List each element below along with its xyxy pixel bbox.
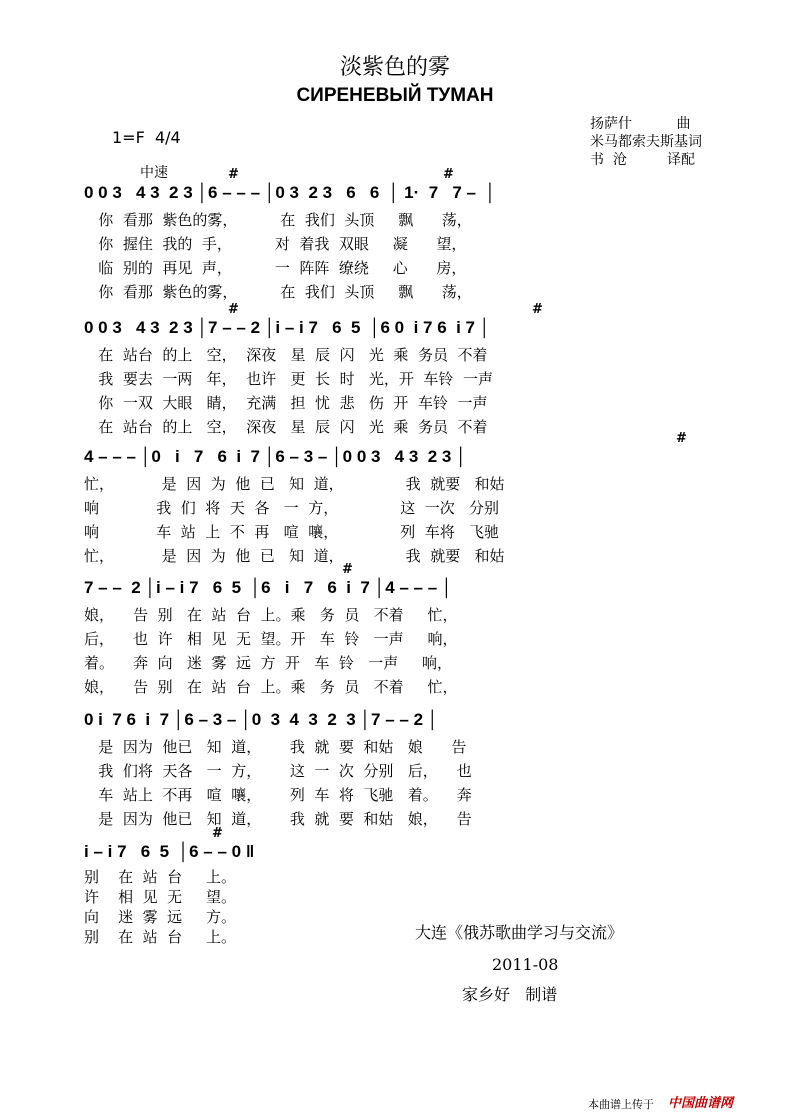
footer-source: 大连《俄苏歌曲学习与交流》: [415, 923, 624, 942]
lyric-verse-3: 临 别的 再见 声， 一 阵阵 缭绕 心 房，: [84, 259, 467, 277]
lyric-verse-2: 我 们将 天各 一 方， 这 一 次 分别 后， 也: [84, 762, 472, 780]
sharp-sign: #: [228, 302, 239, 317]
sharp-sign: #: [676, 431, 687, 446]
upload-note: 本曲谱上传于: [588, 1098, 654, 1111]
notation-row-6: i – i 7 6 5 │6 – – 0 ‖: [84, 842, 255, 861]
lyric-verse-3: 向 迷 雾 远 方。: [84, 908, 236, 926]
lyric-verse-1: 娘， 告 别 在 站 台 上。乘 务 员 不着 忙，: [84, 606, 458, 624]
lyric-verse-2: 后， 也 许 相 见 无 望。开 车 铃 一声 响，: [84, 630, 458, 648]
notation-row-3: 4 – – – │0 i 7 6 i 7 │6 – 3 – │0 0 3 4 3 2 3 │: [84, 447, 467, 466]
lyric-verse-1: 你 看那 紫色的雾， 在 我们 头顶 飘 荡，: [84, 211, 472, 229]
lyric-verse-4: 你 看那 紫色的雾， 在 我们 头顶 飘 荡，: [84, 283, 472, 301]
lyric-verse-4: 娘， 告 别 在 站 台 上。乘 务 员 不着 忙，: [84, 678, 458, 696]
notation-row-2: 0 0 3 4 3 2 3 │7 – – 2 │i – i 7 6 5 │6 0 i 7 6 i 7 │: [84, 318, 491, 337]
lyric-verse-1: 是 因为 他已 知 道， 我 就 要 和姑 娘 告: [84, 738, 467, 756]
lyric-verse-4: 在 站台 的上 空， 深夜 星 辰 闪 光 乘 务员 不着: [84, 418, 488, 436]
lyric-verse-2: 我 要去 一两 年， 也许 更 长 时 光，开 车铃 一声: [84, 370, 493, 388]
sharp-sign: #: [342, 562, 353, 577]
sharp-sign: #: [532, 302, 543, 317]
title-chinese: 淡紫色的雾: [339, 55, 450, 80]
notation-row-1: 0 0 3 4 3 2 3 │6 – – – │0 3 2 3 6 6 │ 1· 7 7 – │: [84, 183, 497, 202]
lyric-verse-1: 在 站台 的上 空， 深夜 星 辰 闪 光 乘 务员 不着: [84, 346, 488, 364]
lyric-verse-3: 你 一双 大眼 睛， 充满 担 忧 悲 伤 开 车铃 一声: [84, 394, 488, 412]
footer-maker: 家乡好 制谱: [462, 985, 558, 1004]
credit-translator: 书 沧 译配: [590, 152, 695, 168]
lyric-verse-4: 是 因为 他已 知 道， 我 就 要 和姑 娘， 告: [84, 810, 472, 828]
lyric-verse-4: 别 在 站 台 上。: [84, 928, 236, 946]
lyric-verse-1: 忙， 是 因 为 他 已 知 道， 我 就要 和姑: [84, 475, 505, 493]
notation-row-4: 7 – – 2 │i – i 7 6 5 │6 i 7 6 i 7 │4 – – – │: [84, 578, 453, 597]
lyric-verse-3: 车 站上 不再 喧 嚷， 列 车 将 飞驰 着。 奔: [84, 786, 472, 804]
key-signature: 1=F 4/4: [112, 128, 181, 147]
lyric-verse-2: 你 握住 我的 手， 对 着我 双眼 凝 望，: [84, 235, 467, 253]
lyric-verse-3: 着。 奔 向 迷 雾 远 方 开 车 铃 一声 响，: [84, 654, 453, 672]
footer-date: 2011-08: [492, 955, 559, 974]
tempo-mark: 中速: [140, 165, 168, 181]
lyric-verse-2: 许 相 见 无 望。: [84, 888, 236, 906]
notation-row-5: 0 i 7 6 i 7 │6 – 3 – │0 3 4 3 2 3 │7 – – 2 │: [84, 710, 439, 729]
lyric-verse-4: 忙， 是 因 为 他 已 知 道， 我 就要 和姑: [84, 547, 505, 565]
sharp-sign: #: [443, 167, 454, 182]
credit-composer: 扬萨什 曲: [590, 116, 691, 132]
title-russian: СИРЕНЕВЫЙ ТУМАН: [296, 85, 494, 106]
sharp-sign: #: [228, 167, 239, 182]
sharp-sign: #: [212, 826, 223, 841]
site-logo: 中国曲谱网: [668, 1096, 734, 1111]
lyric-verse-3: 响 车 站 上 不 再 喧 嚷， 列 车将 飞驰: [84, 523, 500, 541]
credit-lyricist: 米马都索夫斯基词: [590, 134, 702, 150]
lyric-verse-2: 响 我 们 将 天 各 一 方， 这 一次 分别: [84, 499, 500, 517]
lyric-verse-1: 别 在 站 台 上。: [84, 868, 236, 886]
